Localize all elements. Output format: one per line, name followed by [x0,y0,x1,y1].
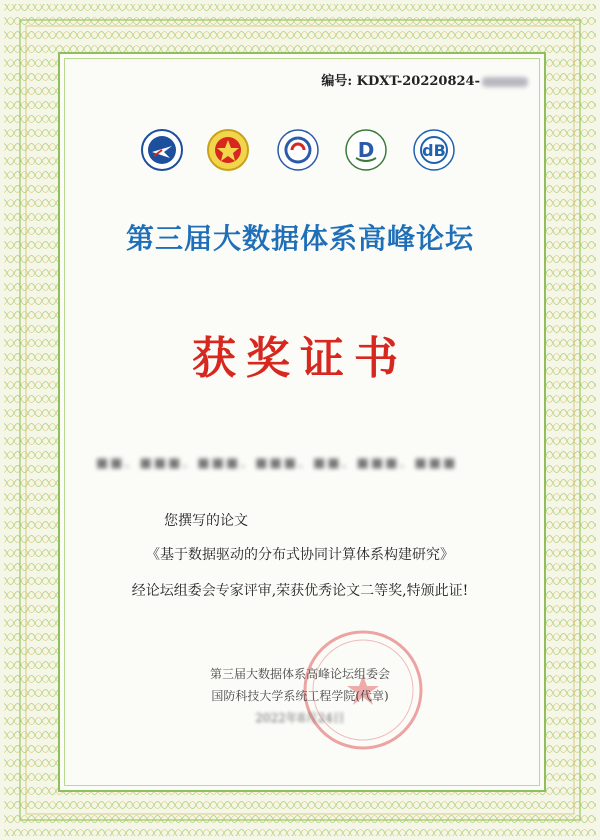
db-logo [412,128,456,172]
recipient-names [96,452,496,470]
systems-engineering-logo [276,128,320,172]
svg-text:dB: dB [422,141,446,160]
serial-label: 编号: KDXT-20220824- [321,74,480,89]
forum-title: 第三届大数据体系高峰论坛 [125,222,474,255]
issuer-committee: 第三届大数据体系高峰论坛组委会 [209,667,390,681]
award-statement: 经论坛组委会专家评审,荣获优秀论文二等奖,特颁此证! [131,583,469,599]
aircraft-emblem-logo [140,128,184,172]
issue-date: 2022年8月24日 [255,711,345,725]
redacted-serial [482,77,528,87]
star-emblem-logo [206,128,250,172]
serial-number [321,70,528,89]
issuer-block [0,663,600,729]
organizer-logos [140,128,460,176]
issuer-college: 国防科技大学系统工程学院(代章) [211,689,389,703]
recipient-names-text: ■■、■■■、■■■、■■■、■■、■■■、■■■ [96,456,458,471]
big-data-logo [344,128,388,172]
paper-title: 《基于数据驱动的分布式协同计算体系构建研究》 [146,547,454,563]
svg-text:D: D [357,138,375,162]
award-title: 获奖证书 [192,333,408,384]
intro-text: 您撰写的论文 [164,513,248,529]
